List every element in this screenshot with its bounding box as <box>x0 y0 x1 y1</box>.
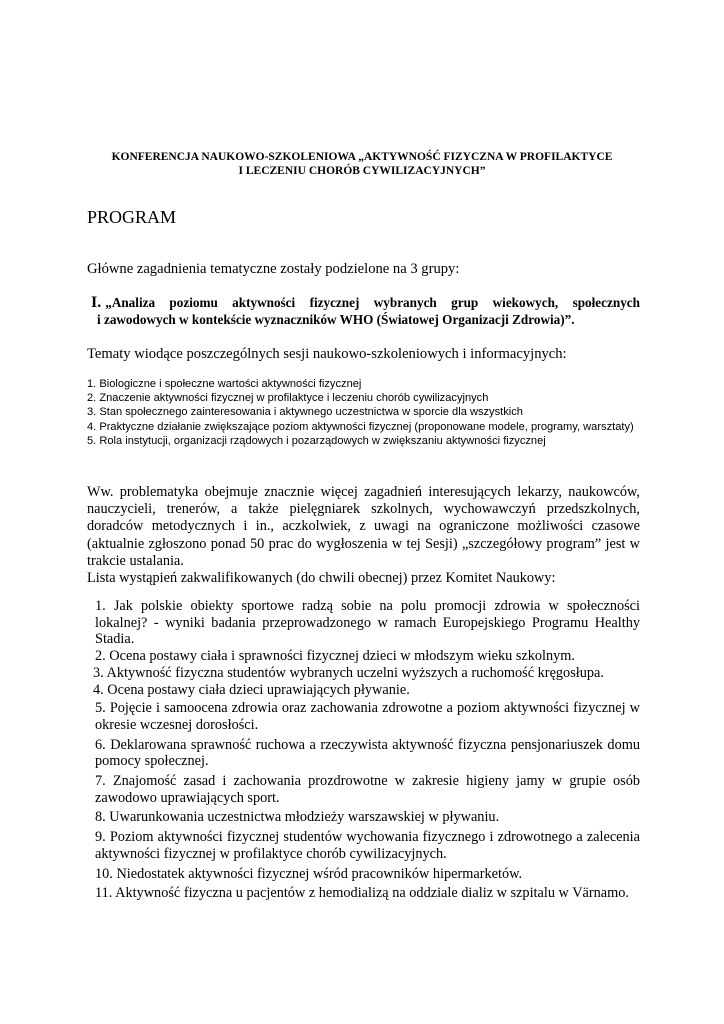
topic-item: 2. Znaczenie aktywności fizycznej w profilaktyce i leczeniu chorób cywilizacyjnych <box>87 392 489 405</box>
lecture-item: 2. Ocena postawy ciała i sprawności fizycznej dzieci w młodszym wieku szkolnym. <box>95 648 575 665</box>
group-1-line-2: i zawodowych w kontekście wyznaczników WHO (Światowej Organizacji Zdrowia)”. <box>97 312 575 327</box>
topic-item: 1. Biologiczne i społeczne wartości aktywności fizycznej <box>87 378 362 390</box>
group-1-numeral: I. <box>91 294 102 311</box>
lecture-item: 5. Pojęcie i samoocena zdrowia oraz zachowania zdrowotne a poziom aktywności fizycznej w okresie wczesnej dorosłości. <box>95 700 640 733</box>
program-heading: PROGRAM <box>87 207 177 227</box>
conference-title <box>80 150 644 178</box>
lecture-item: 9. Poziom aktywności fizycznej studentów wychowania fizycznego i zdrowotnego a zalecenia aktywności fizycznej w profilaktyce chorób cywilizacyjnych. <box>95 829 640 862</box>
lecture-item: 7. Znajomość zasad i zachowania prozdrowotne w zakresie higieny jamy w grupie osób zawodowo uprawiających sport. <box>95 773 640 806</box>
group-1-line-1 <box>87 294 640 311</box>
lecture-item: 8. Uwarunkowania uczestnictwa młodzieży warszawskiej w pływaniu. <box>95 809 500 826</box>
topic-item: 3. Stan społecznego zainteresowania i aktywnego uczestnictwa w sporcie dla wszystkich <box>87 406 523 419</box>
lecture-item: 6. Deklarowana sprawność ruchowa a rzeczywista aktywność fizyczna pensjonariuszek domu pomocy społecznej. <box>95 736 640 770</box>
title-line-1: KONFERENCJA NAUKOWO-SZKOLENIOWA „AKTYWNOŚĆ FIZYCZNA W PROFILAKTYCE <box>111 151 613 163</box>
intro-text: Główne zagadnienia tematyczne zostały podzielone na 3 grupy: <box>87 261 460 277</box>
group-1-heading <box>87 294 640 328</box>
topics-list <box>87 377 647 448</box>
lecture-item: 4. Ocena postawy ciała dzieci uprawiających pływanie. <box>93 681 410 698</box>
topics-heading: Tematy wiodące poszczególnych sesji naukowo-szkoleniowych i informacyjnych: <box>87 346 567 362</box>
lecture-item: 10. Niedostatek aktywności fizycznej wśród pracowników hipermarketów. <box>95 865 523 882</box>
lecture-item: 11. Aktywność fizyczna u pacjentów z hemodializą na oddziale dializ w szpitalu w Värnamo. <box>95 885 629 902</box>
lecture-item: 1. Jak polskie obiekty sportowe radzą sobie na polu promocji zdrowia w społeczności lokalnej? - wyniki badania przeprowadzonego w ramach Europejskiego Programu Healthy Stadia. <box>95 598 640 648</box>
lectures-list <box>87 598 640 902</box>
topic-item: 4. Praktyczne działanie zwiększające poziom aktywności fizycznej (proponowane modele, programy, warsztaty) <box>87 420 634 433</box>
paragraph-text: Ww. problematyka obejmuje znacznie więcej zagadnień interesujących lekarzy, naukowców, nauczycieli, trenerów, a także pielęgniarek szkolnych, wychowawczyń przedszkolnych, doradców metodycznych i in., aczkolwiek, z uwagi na ograniczone możliwości czasowe (aktualnie zgłoszono ponad 50 prac do wygłoszenia w tej Sesji) „szczegółowy program” jest w trakcie ustalania. <box>87 484 640 569</box>
title-line-2: I LECZENIU CHORÓB CYWILIZACYJNYCH” <box>238 165 486 177</box>
group-1-text-1: „Analiza poziomu aktywności fizycznej wybranych grup wiekowych, społecznych <box>105 295 640 310</box>
lecture-item: 3. Aktywność fizyczna studentów wybranych uczelni wyższych a ruchomość kręgosłupa. <box>93 664 604 681</box>
list-intro: Lista wystąpień zakwalifikowanych (do chwili obecnej) przez Komitet Naukowy: <box>87 570 556 587</box>
topic-item: 5. Rola instytucji, organizacji rządowych i pozarządowych w zwiększaniu aktywności fizycznej <box>87 434 546 447</box>
problematics-paragraph <box>87 484 640 587</box>
